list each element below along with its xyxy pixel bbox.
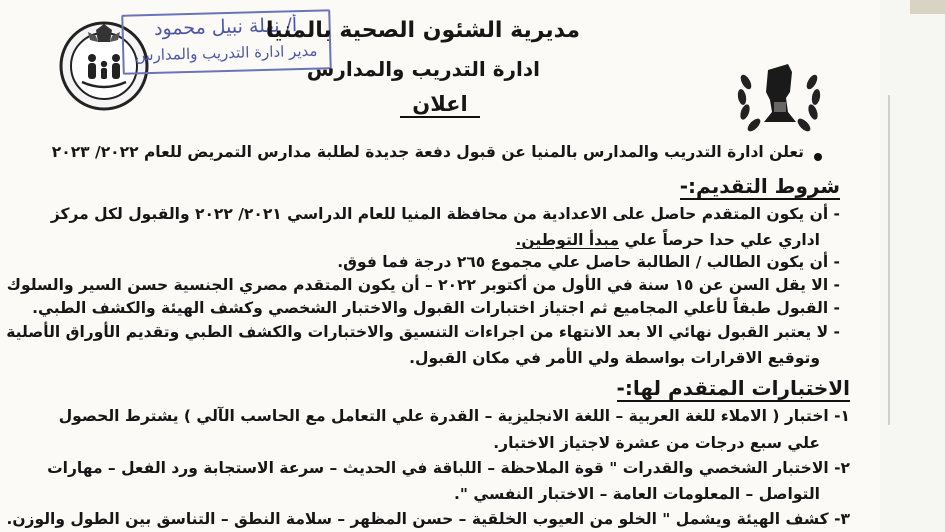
minya-governorate-logo <box>728 42 830 142</box>
announcement-title: اعلان <box>400 92 480 118</box>
localization-principle: مبدأ التوطين. <box>515 231 620 249</box>
condition-line-5: - القبول طبقاً لأعلي المجاميع ثم اجتياز اختبارات القبول والاختبار الشخصي وكشف الهيئة والكشف الطبي. <box>32 299 840 317</box>
condition-line-3: - أن يكون الطالب / الطالبة حاصل علي مجموع ٢٦٥ درجة فما فوق. <box>337 253 840 271</box>
stamp-title: مدير ادارة التدريب والمدارس <box>134 41 318 65</box>
department-name: ادارة التدريب والمدارس <box>306 57 540 81</box>
intro-bullet-icon <box>814 153 822 161</box>
condition-line-2: اداري علي حدا حرصاً علي مبدأ التوطين. <box>515 231 820 249</box>
conditions-heading: شروط التقديم:- <box>679 174 840 198</box>
intro-text: تعلن ادارة التدريب والمدارس بالمنيا عن قبول دفعة جديدة لطلبة مدارس التمريض للعام ٢٠٢٢/ ٢٠٢٣ <box>51 143 804 161</box>
test-line-2: علي سبع درجات من عشرة لاجتياز الاختبار. <box>493 434 820 452</box>
stamp-name: أ/ نهلة نبيل محمود <box>153 14 298 40</box>
paper-corner <box>910 0 945 14</box>
test-line-3: ٢- الاختبار الشخصي والقدرات " قوة الملاحظة – اللباقة في الحديث – سرعة الاستجابة ورد الفعل – مهارات <box>47 459 850 477</box>
test-line-5: ٣- كشف الهيئة ويشمل " الخلو من العيوب الخلقية – حسن المظهر – سلامة النطق – التناسق بين الطول والوزن. <box>6 510 850 528</box>
condition-line-6: - لا يعتبر القبول نهائي الا بعد الانتهاء من اجراءات التنسيق والاختبارات والكشف الطبي وتقديم الأوراق الأصلية <box>6 323 840 341</box>
paper-edge <box>888 95 890 425</box>
background-margin <box>880 0 945 532</box>
condition-line-4: - الا يقل السن عن ١٥ سنة في الأول من أكتوبر ٢٠٢٢ – أن يكون المتقدم مصري الجنسية حسن السير والسلوك <box>6 276 840 294</box>
test-line-1: ١- اختبار ( الاملاء للغة العربية – اللغة الانجليزية – القدرة علي التعامل مع الحاسب الآلي ) يشترط الحصول <box>58 407 850 425</box>
tests-heading: الاختبارات المتقدم لها:- <box>616 376 850 400</box>
condition-line-7: وتوقيع الاقرارات بواسطة ولي الأمر في مكان القبول. <box>409 349 820 367</box>
condition-line-1: - أن يكون المتقدم حاصل على الاعدادية من محافظة المنيا للعام الدراسي ٢٠٢١/ ٢٠٢٢ والقبول لكل مركز <box>50 205 840 223</box>
test-line-4: التواصل – المعلومات العامة – الاختبار النفسي ". <box>453 485 820 503</box>
directorate-name: مديرية الشئون الصحية بالمنيا <box>265 18 580 43</box>
